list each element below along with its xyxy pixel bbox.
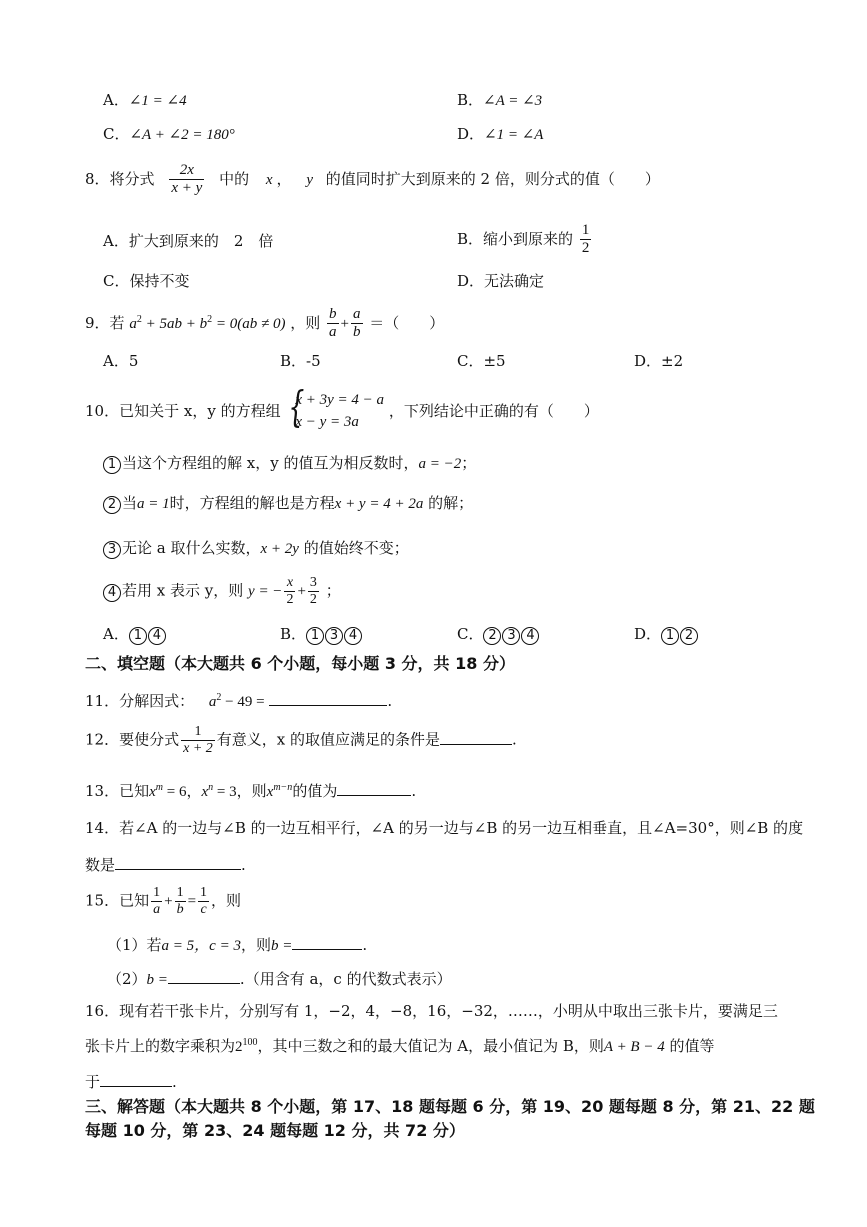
q13-text3: 的值为 (292, 782, 338, 800)
q10-opt-b-mark3: 4 (344, 627, 362, 645)
q12-text2: 有意义，x 的取值应满足的条件是 (216, 730, 441, 749)
q10-option-c (457, 627, 540, 645)
q10-s2-text1: 当 (122, 494, 138, 512)
q10-opt-d-mark1: 1 (661, 627, 679, 645)
q9-frac2-num: a (353, 306, 361, 322)
q8-frac-den: x + y (171, 180, 203, 197)
q11-number: 11． (85, 692, 120, 710)
q8-frac-num: 2x (179, 162, 194, 178)
q14-answer-blank[interactable] (115, 855, 241, 870)
q10-eq1: x + 3y = 4 − a (295, 392, 385, 408)
q10-opt-b-mark1: 1 (306, 627, 324, 645)
q13-expr1: $x^m = 6$ (149, 782, 187, 800)
q9-equation: $a^2 + 5ab + b^2 = 0$ (129, 313, 238, 332)
q15-text2: ，则 (211, 891, 242, 910)
q15-f3-den: c (198, 901, 209, 918)
q10-s4-f2-num: 3 (309, 575, 317, 590)
q15-p2-label: （2） (107, 970, 147, 988)
q9-text3: ＝（ ） (369, 313, 445, 332)
q10-option-b (280, 627, 363, 645)
q10-s2-mark: 2 (103, 496, 121, 514)
q13-text1: 已知 (119, 782, 150, 800)
q15-p2-answer-blank[interactable] (168, 969, 240, 984)
q9-frac1-num: b (329, 306, 337, 322)
q8-option-a: A．扩大到原来的 2 倍 (103, 232, 274, 250)
q10-equation-system (285, 382, 385, 434)
q15-stem (85, 885, 241, 918)
q15-part-1 (107, 935, 367, 954)
q10-opt-a-label: A． (103, 625, 129, 643)
q10-statement-2 (103, 496, 473, 514)
q10-s2-expr2: x + y = 4 + 2a (334, 496, 424, 512)
q10-s2-text2: 时，方程组的解也是方程 (169, 494, 335, 512)
q13-expr2: $x^n = 3$ (201, 782, 237, 800)
q13-expr3: $x^{m-n}$ (266, 782, 293, 800)
q14-line-1: 14．若∠A 的一边与∠B 的一边互相平行，∠A 的另一边与∠B 的另一边互相垂直，且∠A=30°，则∠B 的度 (85, 819, 804, 837)
q8-text1: 将分式 (109, 169, 155, 188)
q7-option-c (103, 127, 235, 143)
q16-line-1: 16．现有若干张卡片，分别写有 1，−2，4，−8，16，−32，……，小明从中取出三张卡片，要满足三 (85, 1002, 778, 1020)
q15-frac2 (175, 885, 186, 918)
q15-f1-num: 1 (153, 885, 161, 900)
q7-d-expr: ∠1 = ∠A (484, 127, 544, 143)
q9-condition: (ab ≠ 0) (237, 315, 286, 332)
q8-var-x: x (265, 171, 273, 188)
q10-number: 10． (85, 401, 120, 420)
q15-f2-num: 1 (176, 885, 184, 900)
q10-s2-expr1: a = 1 (137, 496, 170, 512)
q8-option-d: D．无法确定 (457, 272, 545, 290)
q15-p1-text: ，则 (240, 936, 271, 954)
section-2-heading: 二、填空题（本大题共 6 个小题，每小题 3 分，共 18 分） (85, 654, 515, 673)
q13 (85, 781, 416, 800)
q7-c-expr: ∠A + ∠2 = 180° (129, 127, 235, 143)
q9-text1: 若 (109, 313, 125, 332)
q9-option-a: A．5 (103, 352, 139, 370)
q14-line-2 (85, 855, 246, 873)
q10-s3-text1: 无论 a 取什么实数， (122, 539, 261, 557)
q7-option-b (457, 93, 542, 109)
q12-number: 12． (85, 730, 120, 749)
q16-line2c: 的值等 (669, 1037, 715, 1055)
q8-option-b (457, 222, 593, 258)
q15-part-2 (107, 969, 452, 988)
q10-s1-text: 当这个方程组的解 x，y 的值互为相反数时， (122, 454, 419, 472)
q9-stem: 9．若 $a^2 + 5ab + b^2 = 0(ab \ne 0)$ ，则 $\frac{b}{a}$ + $\frac{a}{b}$ ＝（ ） (85, 306, 445, 341)
q9-frac1-den: a (329, 324, 337, 341)
q10-statement-1 (103, 456, 476, 474)
q10-opt-d-mark2: 2 (680, 627, 698, 645)
q7-option-d (457, 127, 543, 143)
q9-number: 9． (85, 313, 110, 332)
q15-p1-answer-blank[interactable] (292, 935, 362, 950)
q7-b-expr: ∠A = ∠3 (483, 93, 543, 109)
q9-option-c: C．±5 (457, 352, 506, 370)
q13-expr2-tail: = 3 (213, 784, 237, 800)
q12-fraction (181, 724, 215, 757)
q11-answer-blank[interactable] (269, 691, 387, 706)
q11 (85, 691, 392, 710)
q16-line2b: ，其中三数之和的最大值记为 A，最小值记为 B，则 (257, 1037, 604, 1055)
q10-brace: { (288, 382, 305, 431)
q10-s4-f2-den: 2 (309, 592, 317, 608)
q16-pow-exp: 100 (242, 1037, 258, 1048)
q13-number: 13． (85, 782, 120, 800)
q12-frac-den: x + 2 (183, 741, 213, 757)
q15-frac3 (198, 885, 209, 918)
q14-line2-text: 数是 (85, 856, 116, 874)
q15-text1: 已知 (119, 891, 150, 910)
q8-b-fraction (580, 222, 592, 258)
q13-expr1-tail: = 6 (163, 784, 187, 800)
q15-plus: + (164, 893, 173, 910)
q13-end: . (411, 782, 417, 800)
q15-p2-end: .（用含有 a，c 的代数式表示） (239, 970, 452, 988)
q10-s1-expr: a = −2 (418, 456, 462, 472)
q8-fraction (169, 162, 204, 198)
q11-text: 分解因式： (119, 692, 195, 710)
q8-text2: 中的 (219, 169, 250, 188)
q10-option-d (634, 627, 699, 645)
q11-end: . (387, 692, 393, 710)
q10-option-a (103, 627, 167, 645)
q10-text2: ，下列结论中正确的有（ ） (388, 401, 599, 420)
q10-opt-a-mark1: 1 (129, 627, 147, 645)
q10-s1-end: ； (461, 454, 477, 472)
q15-f1-den: a (153, 902, 161, 918)
q12-text1: 要使分式 (119, 730, 180, 749)
q8-b-frac-num: 1 (581, 222, 590, 238)
q12 (85, 724, 517, 757)
q10-s3-text2: 的值始终不变； (303, 539, 409, 557)
q10-opt-a-mark2: 4 (148, 627, 166, 645)
q16-line3: 于 (85, 1073, 101, 1091)
q15-p1-end: . (362, 936, 368, 954)
q7-c-label: C． (103, 125, 130, 143)
q13-comma: ， (186, 782, 202, 800)
q13-answer-blank[interactable] (337, 781, 411, 796)
q11-expr-tail: − 49 = (221, 694, 265, 710)
q10-opt-c-mark2: 3 (502, 627, 520, 645)
q10-s4-end: ； (325, 581, 341, 600)
q12-end: . (512, 730, 517, 749)
q10-s4-text1: 若用 x 表示 y，则 (122, 581, 244, 600)
q15-number: 15． (85, 891, 120, 910)
q8-text3: 的值同时扩大到原来的 2 倍，则分式的值（ ） (325, 169, 660, 188)
q10-s4-f1-den: 2 (286, 592, 294, 608)
q9-frac2-den: b (353, 324, 361, 341)
q10-s3-mark: 3 (103, 541, 121, 559)
q8-comma: ， (276, 169, 292, 188)
q10-eq2: x − y = 3a (295, 413, 359, 430)
q10-s4-mark: 4 (103, 584, 121, 602)
q16-line-3 (85, 1072, 177, 1090)
q16-line2-expr: A + B − 4 (603, 1039, 665, 1055)
section-3-heading-line-2: 每题 10 分，第 23、24 题每题 12 分，共 72 分） (85, 1121, 465, 1140)
q16-pow-base: 2 (235, 1039, 243, 1055)
q9-frac1 (327, 306, 339, 342)
q7-b-label: B． (457, 91, 484, 109)
q15-eq: = (187, 893, 197, 910)
q10-statement-4 (103, 575, 341, 608)
q10-opt-c-label: C． (457, 625, 484, 643)
q7-a-expr: ∠1 = ∠4 (128, 93, 187, 109)
q10-s3-expr: x + 2y (260, 541, 299, 557)
q9-frac2 (351, 306, 363, 342)
q8-b-text: B．缩小到原来的 (457, 229, 574, 248)
q8-option-c: C．保持不变 (103, 272, 190, 290)
q7-a-label: A． (103, 91, 129, 109)
q10-opt-b-mark2: 3 (325, 627, 343, 645)
q9-option-d: D．±2 (634, 352, 684, 370)
q10-statement-3 (103, 541, 409, 559)
q15-p1-b: b = (270, 938, 293, 954)
q16-power (235, 1039, 258, 1055)
q9-option-b: B．-5 (280, 352, 321, 370)
q8-b-frac-den: 2 (581, 240, 590, 257)
section-3-heading-line-1: 三、解答题（本大题共 8 个小题，第 17、18 题每题 6 分，第 19、20 题每题 8 分，第 21、22 题 (85, 1097, 815, 1116)
q16-answer-blank[interactable] (100, 1072, 172, 1087)
q15-p1-expr: a = 5，c = 3 (161, 938, 241, 954)
q8-stem (85, 162, 660, 198)
q10-s1-mark: 1 (103, 456, 121, 474)
q10-s4-plus: + (297, 583, 306, 600)
q15-frac1 (151, 885, 162, 918)
q10-s4-expr: y = − (248, 583, 283, 600)
q12-frac-num: 1 (194, 724, 202, 739)
q8-number: 8． (85, 169, 110, 188)
q10-stem (85, 382, 599, 434)
q16-end: . (172, 1073, 177, 1091)
q10-s4-frac1 (284, 575, 295, 608)
q10-opt-c-mark3: 4 (521, 627, 539, 645)
q7-option-a (103, 93, 187, 109)
q8-var-y: y (306, 171, 313, 188)
q14-end: . (241, 856, 246, 874)
q16-line2a: 张卡片上的数字乘积为 (85, 1037, 236, 1055)
q15-f3-num: 1 (200, 885, 208, 900)
q16-line-2 (85, 1038, 715, 1055)
q10-opt-c-mark1: 2 (483, 627, 501, 645)
q13-text2: ，则 (236, 782, 267, 800)
q10-s2-end: 的解； (428, 494, 474, 512)
q10-text1: 已知关于 x，y 的方程组 (119, 401, 281, 420)
q15-p1-label: （1）若 (107, 936, 162, 954)
q10-opt-b-label: B． (280, 625, 307, 643)
q15-f2-den: b (176, 902, 184, 918)
q9-text2: ，则 (290, 313, 321, 332)
q10-s4-frac2 (308, 575, 319, 608)
q7-d-label: D． (457, 125, 485, 143)
q10-opt-d-label: D． (634, 625, 662, 643)
q10-s4-f1-num: x (286, 575, 294, 590)
q15-p2-b: b = (146, 972, 168, 988)
q11-expr: $a^2 - 49$ = (208, 692, 265, 710)
q12-answer-blank[interactable] (440, 730, 512, 745)
